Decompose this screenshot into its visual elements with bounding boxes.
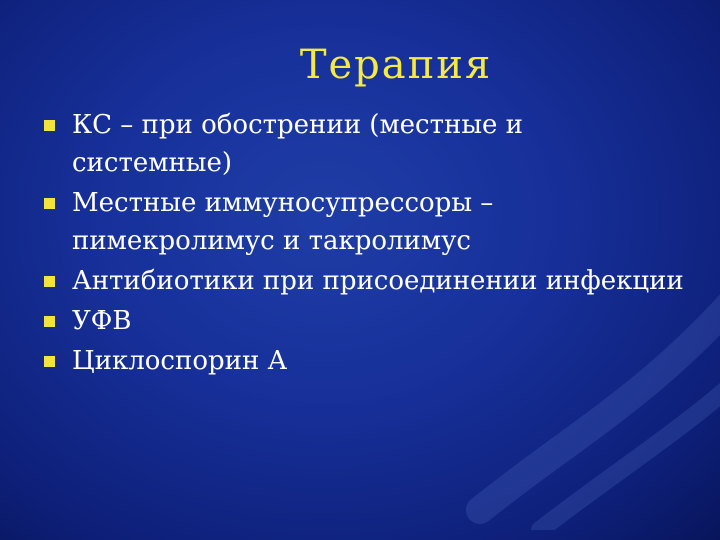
bullet-text: Циклоспорин А	[72, 346, 288, 376]
bullet-text: Антибиотики при присоединении инфекции	[72, 266, 684, 296]
slide-title: Терапия	[299, 42, 493, 88]
square-bullet-icon	[44, 198, 55, 209]
bullet-text: УФВ	[72, 306, 132, 336]
bullet-item	[44, 342, 684, 380]
bullet-item	[44, 106, 684, 182]
bullet-list	[44, 106, 684, 382]
square-bullet-icon	[44, 276, 55, 287]
bullet-item	[44, 302, 684, 340]
bullet-text: Местные иммуносупрессоры – пимекролимус и такролимус	[72, 188, 494, 256]
bullet-item	[44, 184, 684, 260]
square-bullet-icon	[44, 120, 55, 131]
bullet-text: КС – при обострении (местные и системные)	[72, 110, 524, 178]
square-bullet-icon	[44, 316, 55, 327]
square-bullet-icon	[44, 356, 55, 367]
bullet-item	[44, 262, 684, 300]
